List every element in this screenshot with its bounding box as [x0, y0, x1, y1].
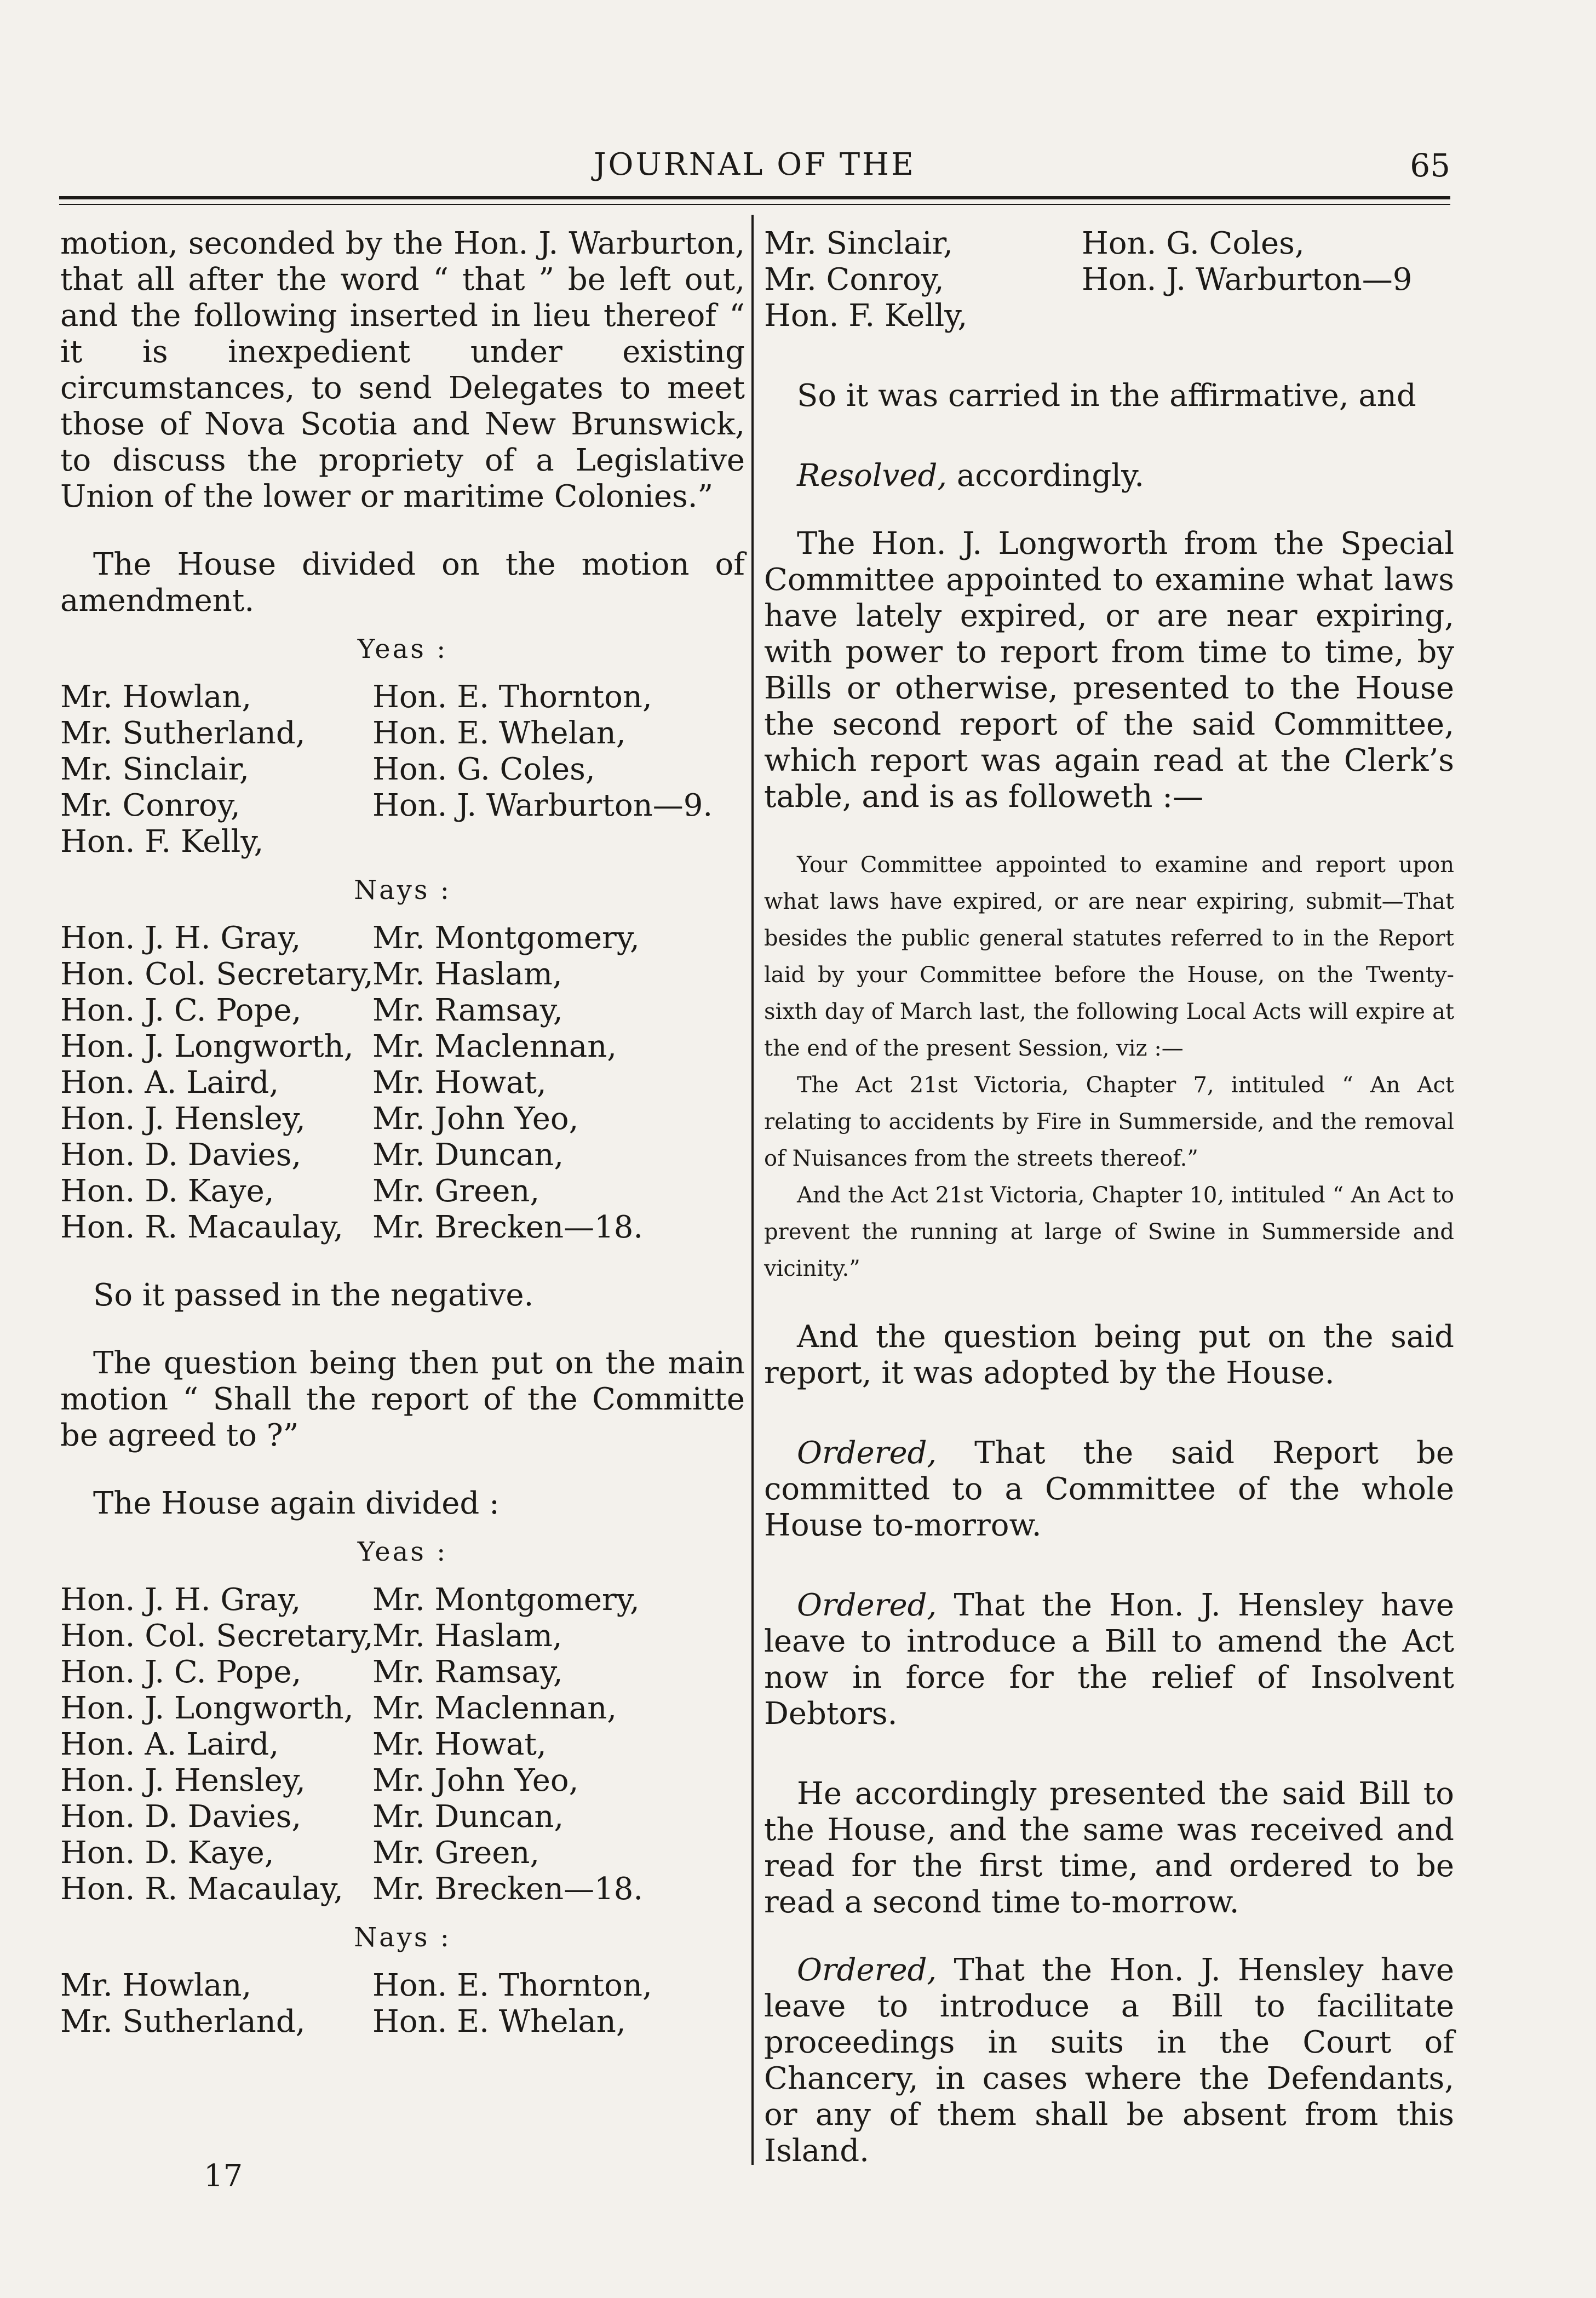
- yeas-list-amendment: [60, 679, 745, 860]
- member-name: Hon. E. Thornton,: [372, 679, 652, 715]
- ordered-text-3: That the Hon. J. Hensley have leave to introduce a Bill to facilitate proceedings in suits in the Court of Chancery, in cases where the Defendants, or any of them shall be absent from this Island.: [764, 1952, 1454, 2169]
- member-name: Hon. J. Longworth,: [60, 1029, 354, 1064]
- member-name: Mr. Green,: [372, 1173, 540, 1209]
- member-name: Mr. Conroy,: [764, 262, 944, 297]
- member-name: Hon. R. Macaulay,: [60, 1871, 343, 1907]
- nays-list-amendment: [60, 920, 745, 1246]
- nays-heading: Nays :: [354, 875, 451, 906]
- resolved-label: Resolved,: [797, 458, 948, 494]
- ordered-text-2: That the Hon. J. Hensley have leave to introduce a Bill to amend the Act now in force for the relief of Insolvent Debtors.: [764, 1588, 1454, 1732]
- member-name: Hon. G. Coles,: [1082, 226, 1305, 261]
- member-name: Hon. J. Warburton—9: [1082, 262, 1413, 297]
- bill-presented: He accordingly presented the said Bill to the House, and the same was received and read for the first time, and ordered to be read a second time to-morrow.: [764, 1776, 1454, 1920]
- header-rule-light: [59, 204, 1450, 205]
- member-name: [1082, 298, 1454, 334]
- member-name: Hon. G. Coles,: [372, 752, 595, 787]
- house-again-divided: The House again divided :: [93, 1486, 500, 1521]
- member-name: Hon. J. H. Gray,: [60, 920, 301, 956]
- member-name: Mr. Sutherland,: [60, 715, 306, 751]
- member-name: Mr. John Yeo,: [372, 1763, 579, 1798]
- affirmative-result: So it was carried in the affirmative, and: [797, 378, 1416, 414]
- ordered-label-2: Ordered,: [797, 1588, 937, 1623]
- report-paragraph-1: Your Committee appointed to examine and report upon what laws have expired, or are near expiring, submit—That besides the public general statutes referred to in the Report laid by your Committee before the House, on the Twenty-sixth day of March last, the following Local Acts will expire at the end of the present Session, viz :—: [764, 852, 1454, 1061]
- member-name: Mr. Montgomery,: [372, 1582, 640, 1618]
- header-rule-heavy: [59, 196, 1450, 199]
- nays-heading-2: Nays :: [354, 1922, 451, 1953]
- member-name: Hon. Col. Secretary,: [60, 1618, 374, 1654]
- member-name: Hon. E. Thornton,: [372, 1968, 652, 2003]
- division-paragraph: The House divided on the motion of amendment.: [60, 547, 745, 618]
- member-name: Mr. Howat,: [372, 1065, 547, 1101]
- left-column: [60, 226, 745, 2040]
- report-adopted: And the question being put on the said report, it was adopted by the House.: [764, 1319, 1454, 1391]
- member-name: Hon. D. Davies,: [60, 1137, 302, 1173]
- nays-list-main: [60, 1968, 745, 2040]
- member-name: Mr. John Yeo,: [372, 1101, 579, 1137]
- signature-mark: 17: [204, 2158, 243, 2194]
- member-name: Mr. Haslam,: [372, 1618, 562, 1654]
- member-name: Hon. J. Hensley,: [60, 1101, 306, 1137]
- member-name: Mr. Howlan,: [60, 679, 252, 715]
- member-name: Mr. Green,: [372, 1835, 540, 1871]
- member-name: Mr. Sutherland,: [60, 2004, 306, 2039]
- member-name: Hon. J. H. Gray,: [60, 1582, 301, 1618]
- member-name: Mr. Montgomery,: [372, 920, 640, 956]
- member-name: Hon. A. Laird,: [60, 1065, 279, 1101]
- member-name: Hon. J. C. Pope,: [60, 1654, 302, 1690]
- committee-report-intro: The Hon. J. Longworth from the Special Committee appointed to examine what laws have lately expired, or are near expiring, with power to report from time to time, by Bills or otherwise, presented to the House the second report of the said Committee, which report was again read at the Clerk’s table, and is as followeth :—: [764, 526, 1454, 815]
- member-name: Mr. Duncan,: [372, 1137, 564, 1173]
- running-header: [59, 141, 1450, 191]
- member-name: Hon. D. Kaye,: [60, 1835, 274, 1871]
- member-name: Mr. Duncan,: [372, 1799, 564, 1835]
- member-name: Mr. Conroy,: [60, 788, 240, 823]
- member-name: Mr. Maclennan,: [372, 1690, 617, 1726]
- member-name: Hon. R. Macaulay,: [60, 1210, 343, 1245]
- right-column: [764, 226, 1454, 2169]
- header-title: JOURNAL OF THE: [594, 147, 916, 182]
- member-name: Mr. Sinclair,: [764, 226, 953, 261]
- member-name: Mr. Maclennan,: [372, 1029, 617, 1064]
- resolved-text: accordingly.: [947, 458, 1145, 494]
- ordered-committee: [764, 1435, 1454, 1544]
- column-divider: [751, 215, 754, 2165]
- member-name: Mr. Howlan,: [60, 1968, 252, 2003]
- member-name: Mr. Haslam,: [372, 956, 562, 992]
- report-paragraph-2: The Act 21st Victoria, Chapter 7, intituled “ An Act relating to accidents by Fire in Summerside, and the removal of Nuisances from the streets thereof.”: [764, 1073, 1454, 1171]
- yeas-list-main: [60, 1582, 745, 1907]
- member-name: Hon. Col. Secretary,: [60, 956, 374, 992]
- yeas-heading: Yeas :: [357, 634, 448, 664]
- member-name: Hon. E. Whelan,: [372, 715, 626, 751]
- member-name: Mr. Brecken—18.: [372, 1210, 644, 1245]
- member-name: Mr. Ramsay,: [372, 993, 563, 1028]
- ordered-insolvent-bill: [764, 1588, 1454, 1732]
- ordered-label-1: Ordered,: [797, 1435, 937, 1471]
- negative-result: So it passed in the negative.: [93, 1277, 534, 1313]
- member-name: Mr. Brecken—18.: [372, 1871, 644, 1907]
- member-name: Hon. D. Kaye,: [60, 1173, 274, 1209]
- member-name: Hon. J. Warburton—9.: [372, 788, 713, 823]
- member-name: Hon. F. Kelly,: [60, 824, 264, 859]
- member-name: Mr. Sinclair,: [60, 752, 249, 787]
- yeas-heading-2: Yeas :: [357, 1537, 448, 1567]
- member-name: [372, 824, 745, 860]
- resolved-line: [764, 458, 1454, 494]
- ordered-chancery-bill: [764, 1952, 1454, 2169]
- member-name: Hon. J. Longworth,: [60, 1690, 354, 1726]
- member-name: Hon. J. C. Pope,: [60, 993, 302, 1028]
- ordered-label-3: Ordered,: [797, 1952, 937, 1988]
- member-name: Hon. F. Kelly,: [764, 298, 968, 334]
- page-number: 65: [1410, 147, 1450, 184]
- member-name: Mr. Howat,: [372, 1727, 547, 1762]
- nays-list-continued: [764, 226, 1454, 334]
- amendment-motion-text: motion, seconded by the Hon. J. Warburton, that all after the word “ that ” be left out, and the following inserted in lieu thereof “ it is inexpedient under existing circumstances, to send Delegates to meet those of Nova Scotia and New Brunswick, to discuss the propriety of a Legislative Union of the lower or maritime Colonies.”: [60, 226, 745, 514]
- member-name: Hon. A. Laird,: [60, 1727, 279, 1762]
- report-paragraph-3: And the Act 21st Victoria, Chapter 10, intituled “ An Act to prevent the running at large of Swine in Summerside and vicinity.”: [764, 1183, 1454, 1281]
- main-motion-question: The question being then put on the main motion “ Shall the report of the Committe be agreed to ?”: [60, 1345, 745, 1453]
- member-name: Hon. J. Hensley,: [60, 1763, 306, 1798]
- member-name: Hon. E. Whelan,: [372, 2004, 626, 2039]
- ordered-text-1: That the said Report be committed to a Committee of the whole House to-morrow.: [764, 1435, 1454, 1543]
- member-name: Mr. Ramsay,: [372, 1654, 563, 1690]
- member-name: Hon. D. Davies,: [60, 1799, 302, 1835]
